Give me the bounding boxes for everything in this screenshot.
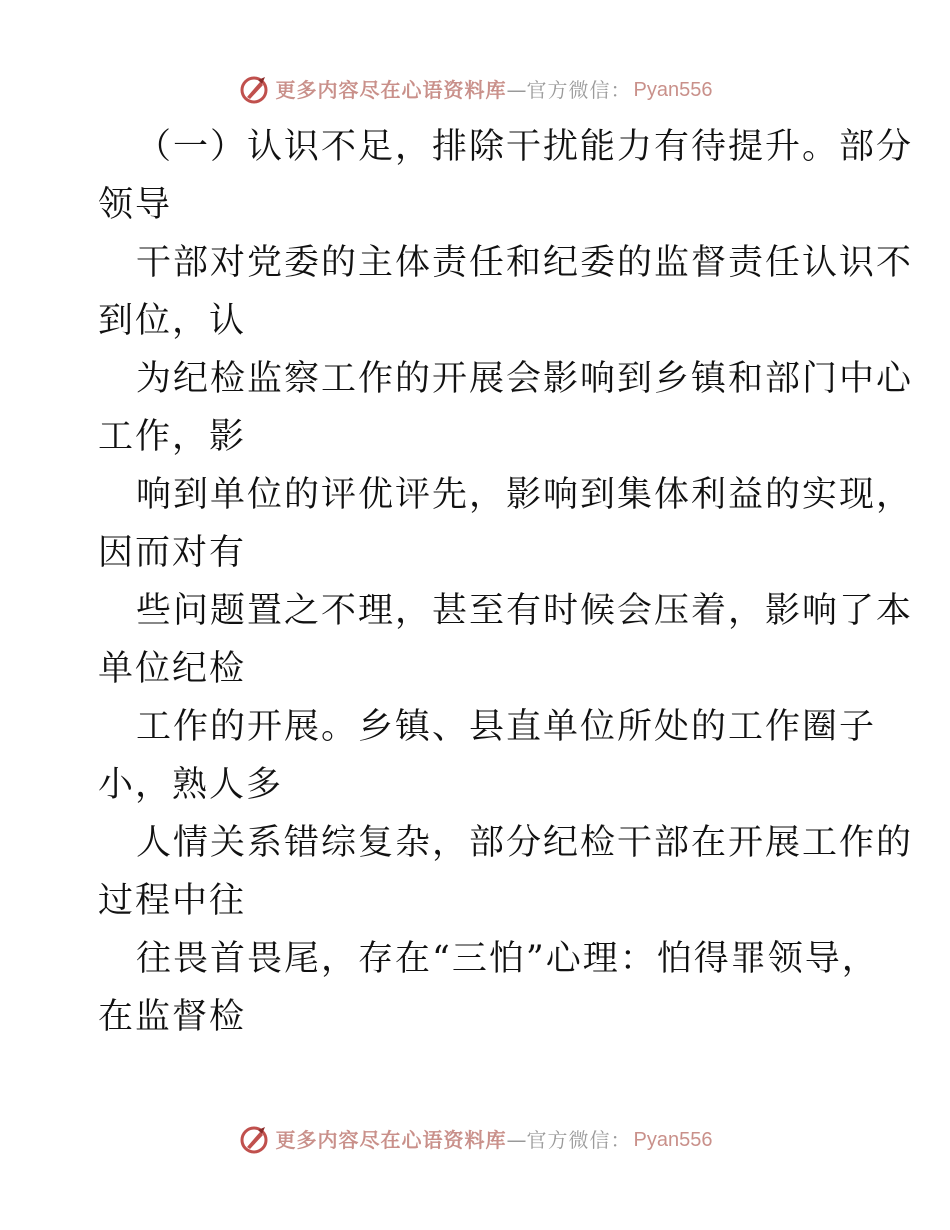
body-line-9: 些问题置之不理，甚至有时候会压着，影响了本 bbox=[136, 591, 914, 631]
body-line-16: 在监督检 bbox=[98, 997, 247, 1037]
body-line-6: 工作，影 bbox=[98, 417, 247, 457]
body-line-5: 为纪检监察工作的开展会影响到乡镇和部门中心 bbox=[136, 359, 914, 399]
body-line-7: 响到单位的评优评先，影响到集体利益的实现， bbox=[136, 475, 914, 515]
watermark-wechat-label: 官方微信： bbox=[526, 1128, 632, 1152]
watermark-dash: — bbox=[506, 78, 527, 102]
watermark-main-text: 更多内容尽在心语资料库 bbox=[275, 78, 507, 102]
watermark-dash: — bbox=[506, 1128, 527, 1152]
quill-seal-icon bbox=[238, 1124, 270, 1156]
watermark-wechat-label: 官方微信： bbox=[526, 78, 632, 102]
header-watermark bbox=[0, 74, 950, 106]
body-line-3: 干部对党委的主体责任和纪委的监督责任认识不 bbox=[136, 243, 914, 283]
body-line-11: 工作的开展。乡镇、县直单位所处的工作圈子 bbox=[136, 707, 877, 747]
body-line-8: 因而对有 bbox=[98, 533, 247, 573]
document-body bbox=[98, 118, 914, 1046]
body-line-15: 往畏首畏尾，存在“三怕”心理：怕得罪领导， bbox=[136, 939, 879, 979]
watermark-wechat-id: Pyan556 bbox=[633, 79, 713, 101]
watermark-wechat-id: Pyan556 bbox=[633, 1129, 713, 1151]
body-line-14: 过程中往 bbox=[98, 881, 247, 921]
body-line-13: 人情关系错综复杂，部分纪检干部在开展工作的 bbox=[136, 823, 914, 863]
body-line-2: 领导 bbox=[98, 185, 173, 225]
quill-seal-icon bbox=[238, 74, 270, 106]
body-line-10: 单位纪检 bbox=[98, 649, 247, 689]
body-line-1: （一）认识不足，排除干扰能力有待提升。部分 bbox=[136, 127, 914, 167]
body-line-12: 小，熟人多 bbox=[98, 765, 284, 805]
body-line-4: 到位，认 bbox=[98, 301, 247, 341]
watermark-main-text: 更多内容尽在心语资料库 bbox=[275, 1128, 507, 1152]
footer-watermark bbox=[0, 1124, 950, 1156]
